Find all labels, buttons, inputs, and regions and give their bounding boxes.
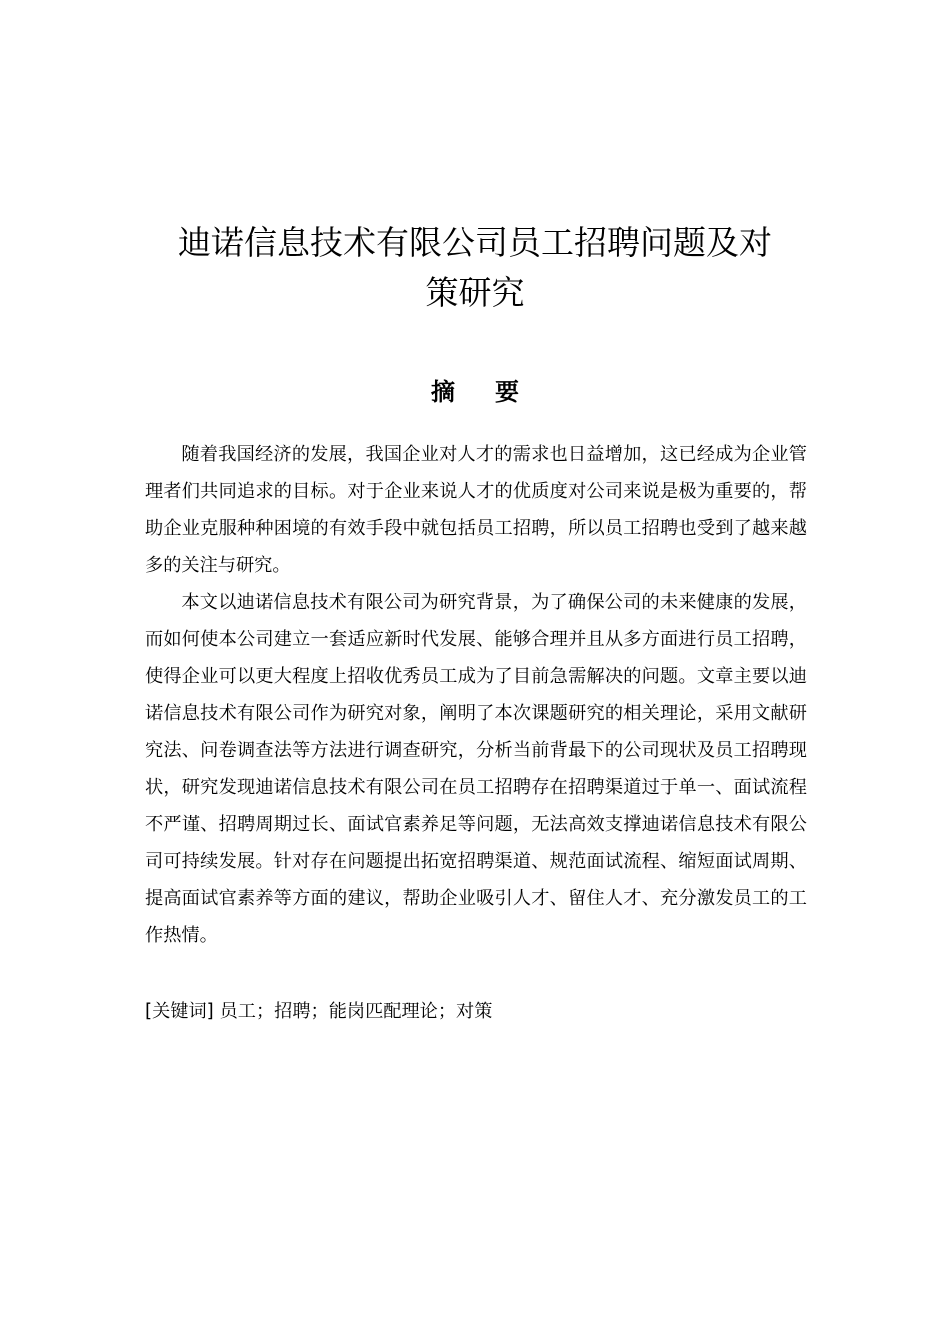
- abstract-heading-char-1: 摘: [431, 378, 455, 406]
- abstract-heading-char-2: 要: [495, 378, 519, 406]
- paper-title: [110, 218, 840, 318]
- abstract-heading: [0, 372, 950, 407]
- keywords-line: [145, 993, 807, 1030]
- paper-title-line-1: 迪诺信息技术有限公司员工招聘问题及对: [178, 223, 772, 262]
- abstract-paragraph-1: 随着我国经济的发展，我国企业对人才的需求也日益增加，这已经成为企业管理者们共同追求的目标。对于企业来说人才的优质度对公司来说是极为重要的，帮助企业克服种种困境的有效手段中就包括员工招聘，所以员工招聘也受到了越来越多的关注与研究。: [145, 444, 807, 576]
- keywords-label: [关键词]: [145, 1001, 214, 1022]
- abstract-body: [145, 436, 807, 954]
- abstract-paragraph-2: 本文以迪诺信息技术有限公司为研究背景，为了确保公司的未来健康的发展，而如何使本公司建立一套适应新时代发展、能够合理并且从多方面进行员工招聘，使得企业可以更大程度上招收优秀员工成为了目前急需解决的问题。文章主要以迪诺信息技术有限公司作为研究对象，阐明了本次课题研究的相关理论，采用文献研究法、问卷调查法等方法进行调查研究，分析当前背最下的公司现状及员工招聘现状，研究发现迪诺信息技术有限公司在员工招聘存在招聘渠道过于单一、面试流程不严谨、招聘周期过长、面试官素养足等问题，无法高效支撑迪诺信息技术有限公司可持续发展。针对存在问题提出拓宽招聘渠道、规范面试流程、缩短面试周期、提高面试官素养等方面的建议，帮助企业吸引人才、留住人才、充分激发员工的工作热情。: [145, 592, 807, 946]
- paper-title-line-2: 策研究: [425, 273, 525, 312]
- keywords-values: 员工；招聘；能岗匹配理论；对策: [219, 1001, 493, 1022]
